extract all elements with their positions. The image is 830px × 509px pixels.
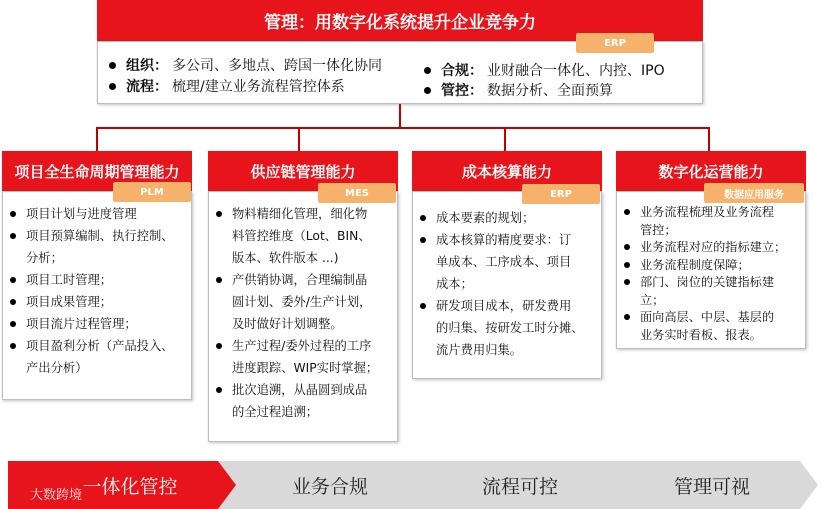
connector-col2 [298,127,300,151]
list-item: 立； [640,292,665,307]
list-item: 项目计划与进度管理 [4,203,190,225]
row-label: 组织： [126,58,168,74]
summary-row-control [424,80,613,100]
connector-col4 [708,127,710,151]
list-item: 批次追溯，从晶圆到成品 [210,379,396,401]
column-list-digital [618,204,806,344]
column-title-digital: 数字化运营能力 [616,151,806,191]
list-item: 版本、软件版本 ...) [232,251,339,265]
mes-tag: MES [318,183,396,203]
summary-row-process [109,76,345,96]
row-text: 业财融合一体化、内控、IPO [487,63,665,79]
data-service-tag: 数据应用服务 [704,183,804,203]
list-item: 产供销协调，合理编制晶 [210,269,396,291]
list-item: 项目工时管理； [4,269,190,291]
list-item: 圆计划、委外/生产计划， [232,295,372,309]
row-text: 数据分析、全面预算 [487,83,613,99]
list-item: 项目成果管理； [4,291,190,313]
list-item: 生产过程/委外过程的工序 [210,335,396,357]
list-item: 面向高层、中层、基层的 [618,309,806,326]
list-item: 研发项目成本，研发费用 [414,295,600,317]
list-item: 的全过程追溯； [232,405,319,419]
step-label-1: 一体化管控 [82,475,178,498]
list-item: 业务流程对应的指标建立； [618,239,806,256]
bullet-icon [424,87,431,94]
bullet-icon [109,83,116,90]
summary-row-org [109,55,382,75]
connector-horizontal [96,127,708,129]
bullet-icon [109,62,116,69]
row-label: 管控： [441,83,483,99]
list-item: 部门、岗位的关键指标建 [618,274,806,291]
connector-col1 [96,127,98,151]
erp-cost-tag: ERP [522,184,600,204]
list-item: 管控； [640,222,677,237]
step-label-3: 流程可控 [481,475,558,498]
column-list-scm [210,203,396,423]
list-item: 物料精细化管理，细化物 [210,203,396,225]
column-title-scm: 供应链管理能力 [208,151,398,191]
row-text: 多公司、多地点、跨国一体化协同 [172,58,382,74]
connector-vertical [399,104,401,128]
column-list-cost [414,207,600,361]
list-item: 及时做好计划调整。 [232,317,343,331]
plm-tag: PLM [113,182,191,202]
column-title-cost: 成本核算能力 [412,151,602,191]
row-label: 合规： [441,63,483,79]
list-item: 流片费用归集。 [436,343,523,357]
list-item: 的归集、按研发工时分摊、 [436,321,584,335]
watermark: 大数跨境 [30,488,83,503]
list-item: 进度跟踪、WIP实时掌握； [232,361,379,375]
list-item: 产出分析） [26,361,88,375]
list-item: 成本核算的精度要求：订 [414,229,600,251]
row-label: 流程： [126,79,168,95]
list-item: 成本要素的规划； [414,207,600,229]
connector-col3 [504,127,506,151]
main-title: 管理：用数字化系统提升企业竞争力 [97,0,703,41]
list-item: 业务流程制度保障； [618,257,806,274]
column-title-plm: 项目全生命周期管理能力 [2,151,192,191]
list-item: 成本； [436,277,473,291]
list-item: 业务流程梳理及业务流程 [618,204,806,221]
list-item: 业务实时看板、报表。 [640,327,762,342]
list-item: 料管控维度（Lot、BIN、 [232,229,371,243]
list-item: 项目流片过程管理； [4,313,190,335]
erp-tag: ERP [576,33,654,53]
row-text: 梳理/建立业务流程管控体系 [172,79,345,95]
step-label-2: 业务合规 [291,475,368,498]
bullet-icon [424,67,431,74]
summary-row-compliance [424,60,665,80]
list-item: 项目预算编制、执行控制、 [4,225,190,247]
list-item: 单成本、工序成本、项目 [436,255,572,269]
column-list-plm [4,203,190,379]
list-item: 项目盈利分析（产品投入、 [4,335,190,357]
step-label-4: 管理可视 [673,475,750,498]
list-item: 分析； [26,251,63,265]
